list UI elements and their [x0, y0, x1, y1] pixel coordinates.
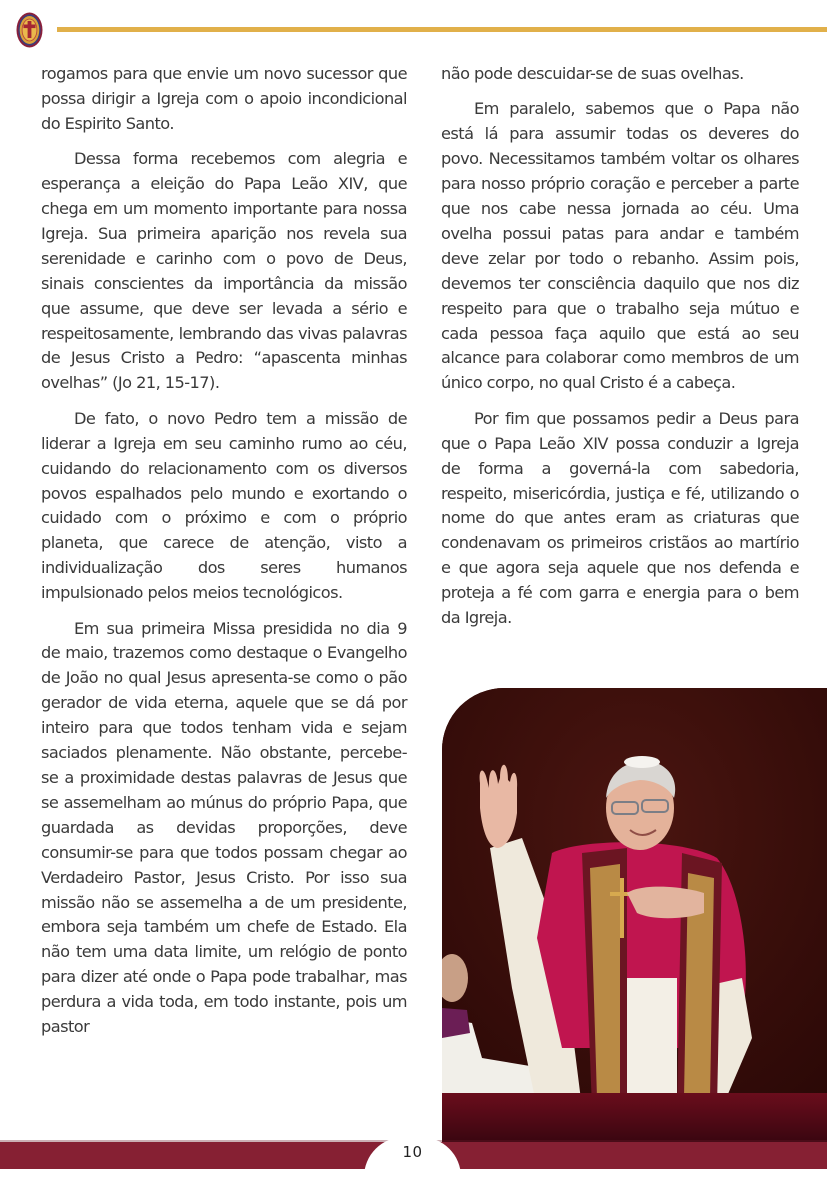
- page-number: 10: [402, 1143, 423, 1161]
- pope-waving-photo: [442, 688, 827, 1142]
- paragraph: Em sua primeira Missa presidida no dia 9 de maio, trazemos como destaque o Evangelho de João no qual Jesus apresenta-se como o pão gerador de vida eterna, aquele que se dá por inteiro para que todos tenham vida e sejam saciados plenamente. Não obstante, percebe-se a proximidade destas palavras de Jesus que se assemelham ao múnus do próprio Papa, que guardada as devidas proporções, deve consumir-se para que todos possam chegar ao Verdadeiro Pastor, Jesus Cristo. Por isso sua missão não se assemelha a de um presidente, embora seja também um chefe de Estado. Ela não tem uma data limite, um relógio de ponto para dizer até onde o Papa pode trabalhar, mas perdura a vida toda, em todo instante, pois um pastor: [41, 618, 407, 1037]
- paragraph: Por fim que possamos pedir a Deus para que o Papa Leão XIV possa conduzir a Igreja de forma a governá-la com sabedoria, respeito, misericórdia, justiça e fé, utilizando o nome do que antes eram as criaturas que condenavam os primeiros cristãos ao martírio e que agora seja aquele que nos defenda e proteja a fé com garra e energia para o bem da Igreja.: [441, 408, 799, 628]
- article-column-left: [41, 62, 407, 1050]
- paragraph: De fato, o novo Pedro tem a missão de liderar a Igreja em seu caminho rumo ao céu, cuidando do relacionamento com os diversos povos espalhados pelo mundo e exortando o cuidado com o próximo e com o próprio planeta, que carece de atenção, visto a individualização dos seres humanos impulsionado pelos meios tecnológicos.: [41, 408, 407, 603]
- cross-emblem-logo-icon: [16, 12, 43, 48]
- paragraph: rogamos para que envie um novo sucessor que possa dirigir a Igreja com o apoio incondicional do Espirito Santo.: [41, 64, 407, 133]
- paragraph: Em paralelo, sabemos que o Papa não está lá para assumir todas os deveres do povo. Necessitamos também voltar os olhares para nosso próprio coração e perceber a parte que nos cabe nessa jornada ao céu. Uma ovelha possui patas para andar e também deve zelar por todo o rebanho. Assim pois, devemos ter consciência daquilo que nos diz respeito para que o trabalho seja mútuo e cada pessoa faça aquilo que está ao seu alcance para colaborar como membros de um único corpo, no qual Cristo é a cabeça.: [441, 99, 799, 393]
- header-rule: [57, 27, 827, 32]
- paragraph: Dessa forma recebemos com alegria e esperança a eleição do Papa Leão XIV, que chega em um momento importante para nossa Igreja. Sua primeira aparição nos revela sua serenidade e carinho com o povo de Deus, sinais conscientes da importância da missão que assume, que deve ser levada a sério e respeitosamente, lembrando das vivas palavras de Jesus Cristo a Pedro: “apascenta minhas ovelhas” (Jo 21, 15-17).: [41, 149, 407, 393]
- article-column-right: [441, 62, 799, 641]
- paragraph: não pode descuidar-se de suas ovelhas.: [441, 64, 744, 83]
